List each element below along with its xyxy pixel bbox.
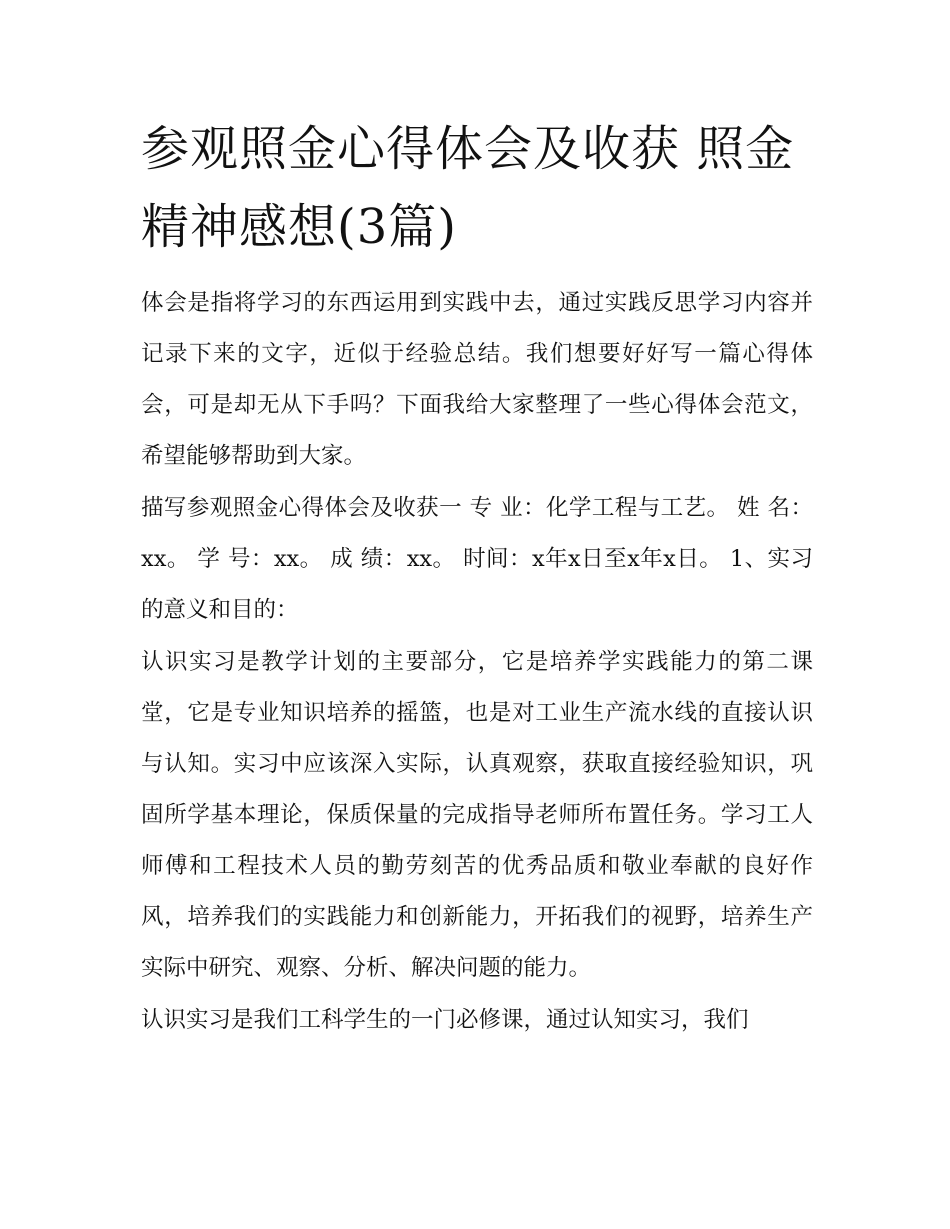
document-title: 参观照金心得体会及收获 照金精神感想(3篇) <box>141 121 795 255</box>
paragraph-continuation: 认识实习是我们工科学生的一门必修课，通过认知实习，我们 <box>141 1007 749 1033</box>
paragraph-internship-purpose: 认识实习是教学计划的主要部分，它是培养学实践能力的第二课堂，它是专业知识培养的摇篮，也是对工业生产流水线的直接认识与认知。实习中应该深入实际，认真观察，获取直接经验知识，巩固所学基本理论，保质保量的完成指导老师所布置任务。学习工人师傅和工程技术人员的勤劳刻苦的优秀品质和敬业奉献的良好作风，培养我们的实践能力和创新能力，开拓我们的视野，培养生产实际中研究、观察、分析、解决问题的能力。 <box>141 649 813 981</box>
document-page <box>141 110 813 1047</box>
paragraph-intro: 体会是指将学习的东西运用到实践中去，通过实践反思学习内容并记录下来的文字，近似于经验总结。我们想要好好写一篇心得体会，可是却无从下手吗？下面我给大家整理了一些心得体会范文，希望能够帮助到大家。 <box>141 290 813 469</box>
paragraph-header-info: 描写参观照金心得体会及收获一 专 业：化学工程与工艺。 姓 名：xx。 学 号：xx。 成 绩：xx。 时间：x年x日至x年x日。 1、实习的意义和目的： <box>141 495 813 623</box>
